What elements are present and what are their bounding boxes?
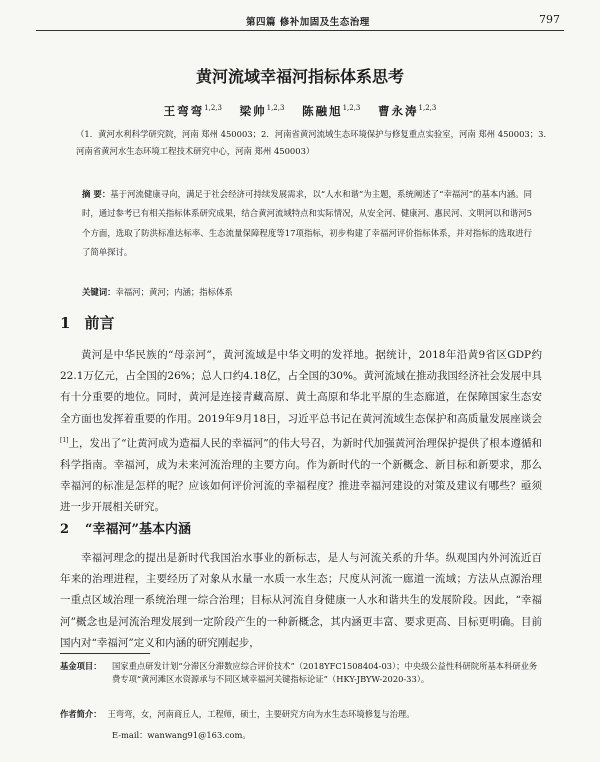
- section-number: 1: [60, 314, 71, 332]
- citation-ref: [1]: [60, 436, 69, 444]
- section-heading: [60, 518, 191, 537]
- funding-note: [60, 660, 542, 687]
- section-title: 前言: [84, 314, 115, 332]
- author: 陈融旭$^{1,2,3}$: [302, 104, 361, 118]
- author-list: [0, 103, 600, 119]
- author: 梁帅$^{1,2,3}$: [239, 104, 285, 118]
- affiliation: （1．黄河水利科学研究院，河南 郑州 450003；2．河南省黄河流域生态环境保护与修复重点实验室，河南 郑州 450003；3．河南省黄河水生态环境工程技术研究中心，河南 郑州 450003）: [76, 129, 552, 156]
- section-title: “幸福河”基本内涵: [85, 522, 192, 537]
- keywords: [82, 286, 532, 298]
- keywords-text: 幸福河；黄河；内涵；指标体系: [115, 287, 233, 297]
- body-paragraph: 黄河是中华民族的“母亲河”，黄河流域是中华文明的发祥地。据统计，2018年沿黄9省区GDP约22.1万亿元，占全国的26%；总人口约4.18亿，占全国的30%。黄河流域在推动我国经济社会发展中具有十分重要的地位。同时，黄河是连接青藏高原、黄土高原和华北平原的生态廊道，在保障国家生态安全方面也发挥着重要的作用。2019年9月18日，习近平总书记在黄河流域生态保护和高质量发展座谈会[1]上，发出了“让黄河成为造福人民的幸福河”的伟大号召，为新时代加强黄河治理保护提供了根本遵循和科学指南。幸福河，成为未来河流治理的主要方向。作为新时代的一个新概念、新目标和新要求，那么幸福河的标准是怎样的呢？应该如何评价河流的幸福程度？推进幸福河建设的对策及建议有哪些？亟须进一步开展相关研究。: [60, 349, 542, 513]
- author-bio: [60, 708, 415, 720]
- funding-label: 基金项目：: [60, 661, 102, 671]
- author-email: E-mail：wanwang91@163.com。: [112, 730, 251, 740]
- section-heading: [60, 312, 114, 333]
- keywords-label: 关键词：: [82, 287, 116, 297]
- funding-text: 国家重点研发计划“分滞区分滞数应综合评价技术”（2018YFC1508404-03）；中央级公益性科研院所基本科研业务费专项“黄河滩区水资源承与不同区域幸福河关键指标论证”（HKY-JBYW-2020-33）。: [112, 661, 538, 685]
- author-bio-label: 作者简介：: [60, 709, 102, 719]
- author: 曹永涛$^{1,2,3}$: [378, 104, 437, 118]
- paper-title: 黄河流域幸福河指标体系思考: [195, 67, 404, 86]
- page-number: 797: [539, 13, 560, 26]
- body-paragraph: 幸福河理念的提出是新时代我国治水事业的新标志，是人与河流关系的升华。纵观国内外河流近百年来的治理进程，主要经历了对象从水量一水质一水生态；尺度从河流一廊道一流域；方法从点源治理一重点区域治理一系统治理一综合治理；目标从河流自身健康一人水和谐共生的发展阶段。因此，“幸福河”概念也是河流治理发展到一定阶段产生的一种新概念，其内涵更丰富、要求更高、目标更明确。目前国内对“幸福河”定义和内涵的研究刚起步，: [60, 552, 542, 649]
- abstract-label: 摘 要：: [82, 189, 111, 199]
- footnote-divider: [60, 653, 150, 654]
- author: 王弯弯$^{1,2,3}$: [163, 104, 222, 118]
- abstract-text: 基于河流健康寻向，满足于社会经济可持续发展需求，以“人水和谐”为主题，系统阐述了“幸福河”的基本内涵。同时，通过参考已有相关指标体系研究成果，结合黄河流域特点和实际情况，从安全河、健康河、惠民河、文明河以和谐河5个方面，选取了防洪标准达标率、生态流量保障程度等17项指标，初步构建了幸福河评价指标体系，并对指标的选取进行了简单探讨。: [82, 189, 532, 258]
- author-bio-text: 王弯弯，女，河南商丘人，工程师，硕士，主要研究方向为水生态环境修复与治理。: [107, 709, 415, 719]
- abstract: [82, 185, 532, 263]
- running-title: 第四篇 修补加固及生态治理: [246, 17, 370, 28]
- running-header: [36, 8, 564, 31]
- section-number: 2: [60, 522, 70, 537]
